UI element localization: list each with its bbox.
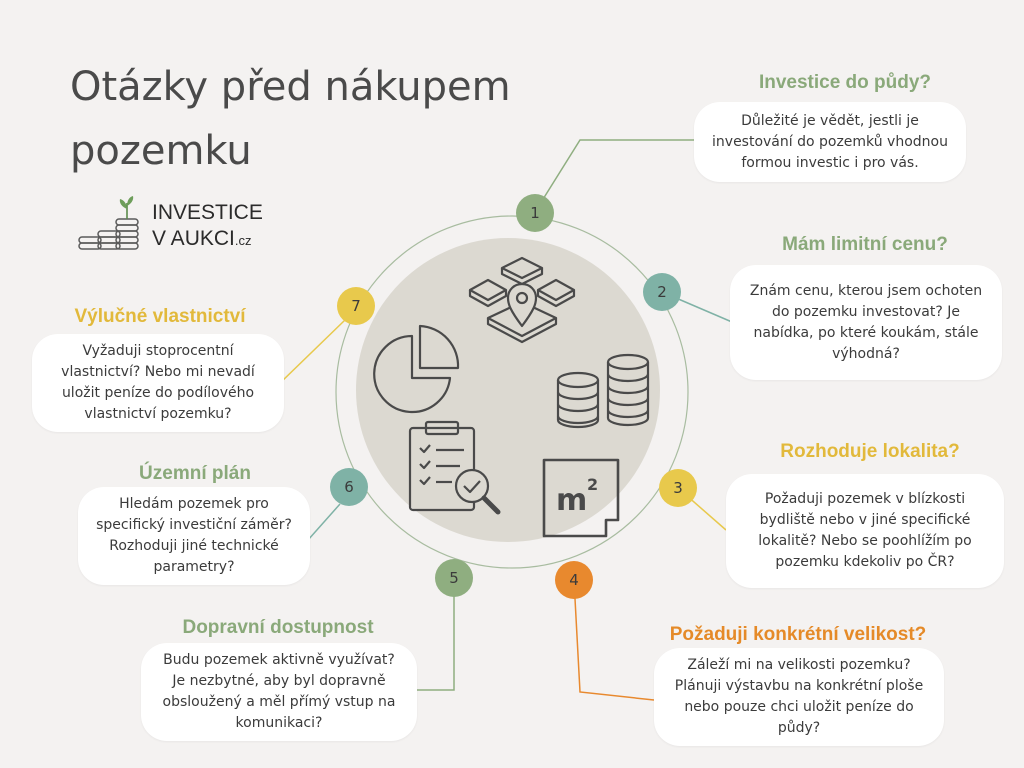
question-heading-4: Požaduji konkrétní velikost? <box>669 624 927 645</box>
question-text-6: Hledám pozemek pro specifický investiční záměr? Rozhoduji jiné technické parametry? <box>78 487 310 585</box>
connector-6 <box>308 504 340 540</box>
number-badge-2: 2 <box>643 273 681 311</box>
question-heading-6: Územní plán <box>139 463 251 484</box>
question-text-7: Vyžaduji stoprocentní vlastnictví? Nebo mi nevadí uložit peníze do podílového vlastnictví pozemku? <box>32 334 284 432</box>
question-text-4: Záleží mi na velikosti pozemku? Plánuji výstavbu na konkrétní ploše nebo pouze chci uložit peníze do půdy? <box>654 648 944 746</box>
connector-7 <box>278 320 345 385</box>
number-badge-5: 5 <box>435 559 473 597</box>
question-heading-1: Investice do půdy? <box>758 72 932 93</box>
number-badge-7: 7 <box>337 287 375 325</box>
logo-text-line2: V AUKCI.cz <box>152 227 252 250</box>
number-badge-1: 1 <box>516 194 554 232</box>
question-heading-3: Rozhoduje lokalita? <box>780 441 960 462</box>
question-heading-7: Výlučné vlastnictví <box>74 306 246 327</box>
connector-1 <box>535 140 700 212</box>
page-title: Otázky před nákupem pozemku <box>70 64 511 174</box>
question-text-3: Požaduji pozemek v blízkosti bydliště nebo v jiné specifické lokalitě? Nebo se poohlížím po pozemku kdekoliv po ČR? <box>726 474 1004 588</box>
logo-text-line1: INVESTICE <box>152 201 263 224</box>
question-text-1: Důležité je vědět, jestli je investování do pozemků vhodnou formou investic i pro vás. <box>694 102 966 182</box>
svg-text:m: m <box>556 483 588 518</box>
number-badge-4: 4 <box>555 561 593 599</box>
number-badge-6: 6 <box>330 468 368 506</box>
question-text-5: Budu pozemek aktivně využívat? Je nezbytné, aby byl dopravně obsloužený a měl přímý vstup na komunikaci? <box>141 643 417 741</box>
question-heading-2: Mám limitní cenu? <box>782 234 948 255</box>
svg-text:2: 2 <box>587 475 599 494</box>
question-heading-5: Dopravní dostupnost <box>182 617 374 638</box>
question-text-2: Znám cenu, kterou jsem ochoten do pozemku investovat? Je nabídka, po které koukám, stále výhodná? <box>730 265 1002 380</box>
number-badge-3: 3 <box>659 469 697 507</box>
